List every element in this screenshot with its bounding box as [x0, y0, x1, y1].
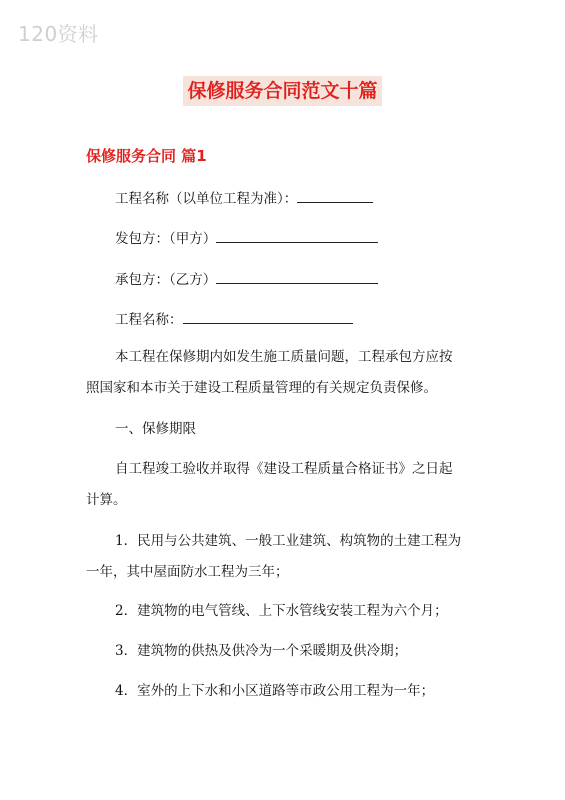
list-item-4: 4．室外的上下水和小区道路等市政公用工程为一年；: [115, 683, 435, 699]
field-employer: [115, 228, 378, 249]
field-label: 工程名称（以单位工程为准）：: [115, 191, 298, 207]
document-title-text: 保修服务合同范文十篇: [183, 76, 381, 106]
field-label: 工程名称：: [115, 312, 183, 328]
list-item-2: 2．建筑物的电气管线、上下水管线安装工程为六个月；: [115, 603, 448, 619]
field-label: 承包方：（乙方）: [115, 272, 217, 288]
paragraph-p1-line1: 自工程竣工验收并取得《建设工程质量合格证书》之日起: [115, 461, 453, 477]
field-blank-line: [216, 269, 378, 284]
paragraph-intro-line1: 本工程在保修期内如发生施工质量问题，工程承包方应按: [115, 349, 453, 365]
section-heading: 保修服务合同 篇1: [86, 147, 207, 165]
field-project-name-unit: [115, 188, 373, 209]
field-blank-line: [216, 228, 378, 243]
field-contractor: [115, 269, 378, 290]
list-item-1-line2: 一年，其中屋面防水工程为三年；: [86, 564, 289, 580]
watermark-logo: 120资料: [18, 22, 99, 46]
field-label: 发包方：（甲方）: [115, 231, 217, 247]
field-blank-line: [297, 188, 373, 203]
list-item-1-line1: 1．民用与公共建筑、一般工业建筑、构筑物的土建工程为: [115, 533, 462, 549]
paragraph-p1-line2: 计算。: [86, 492, 127, 508]
list-item-3: 3．建筑物的供热及供冷为一个采暖期及供冷期；: [115, 643, 408, 659]
document-title: [0, 76, 565, 106]
field-blank-line: [183, 309, 353, 324]
field-project-name: [115, 309, 353, 330]
paragraph-intro-line2: 照国家和本市关于建设工程质量管理的有关规定负责保修。: [86, 380, 437, 396]
heading-warranty-period: 一、保修期限: [115, 421, 196, 437]
